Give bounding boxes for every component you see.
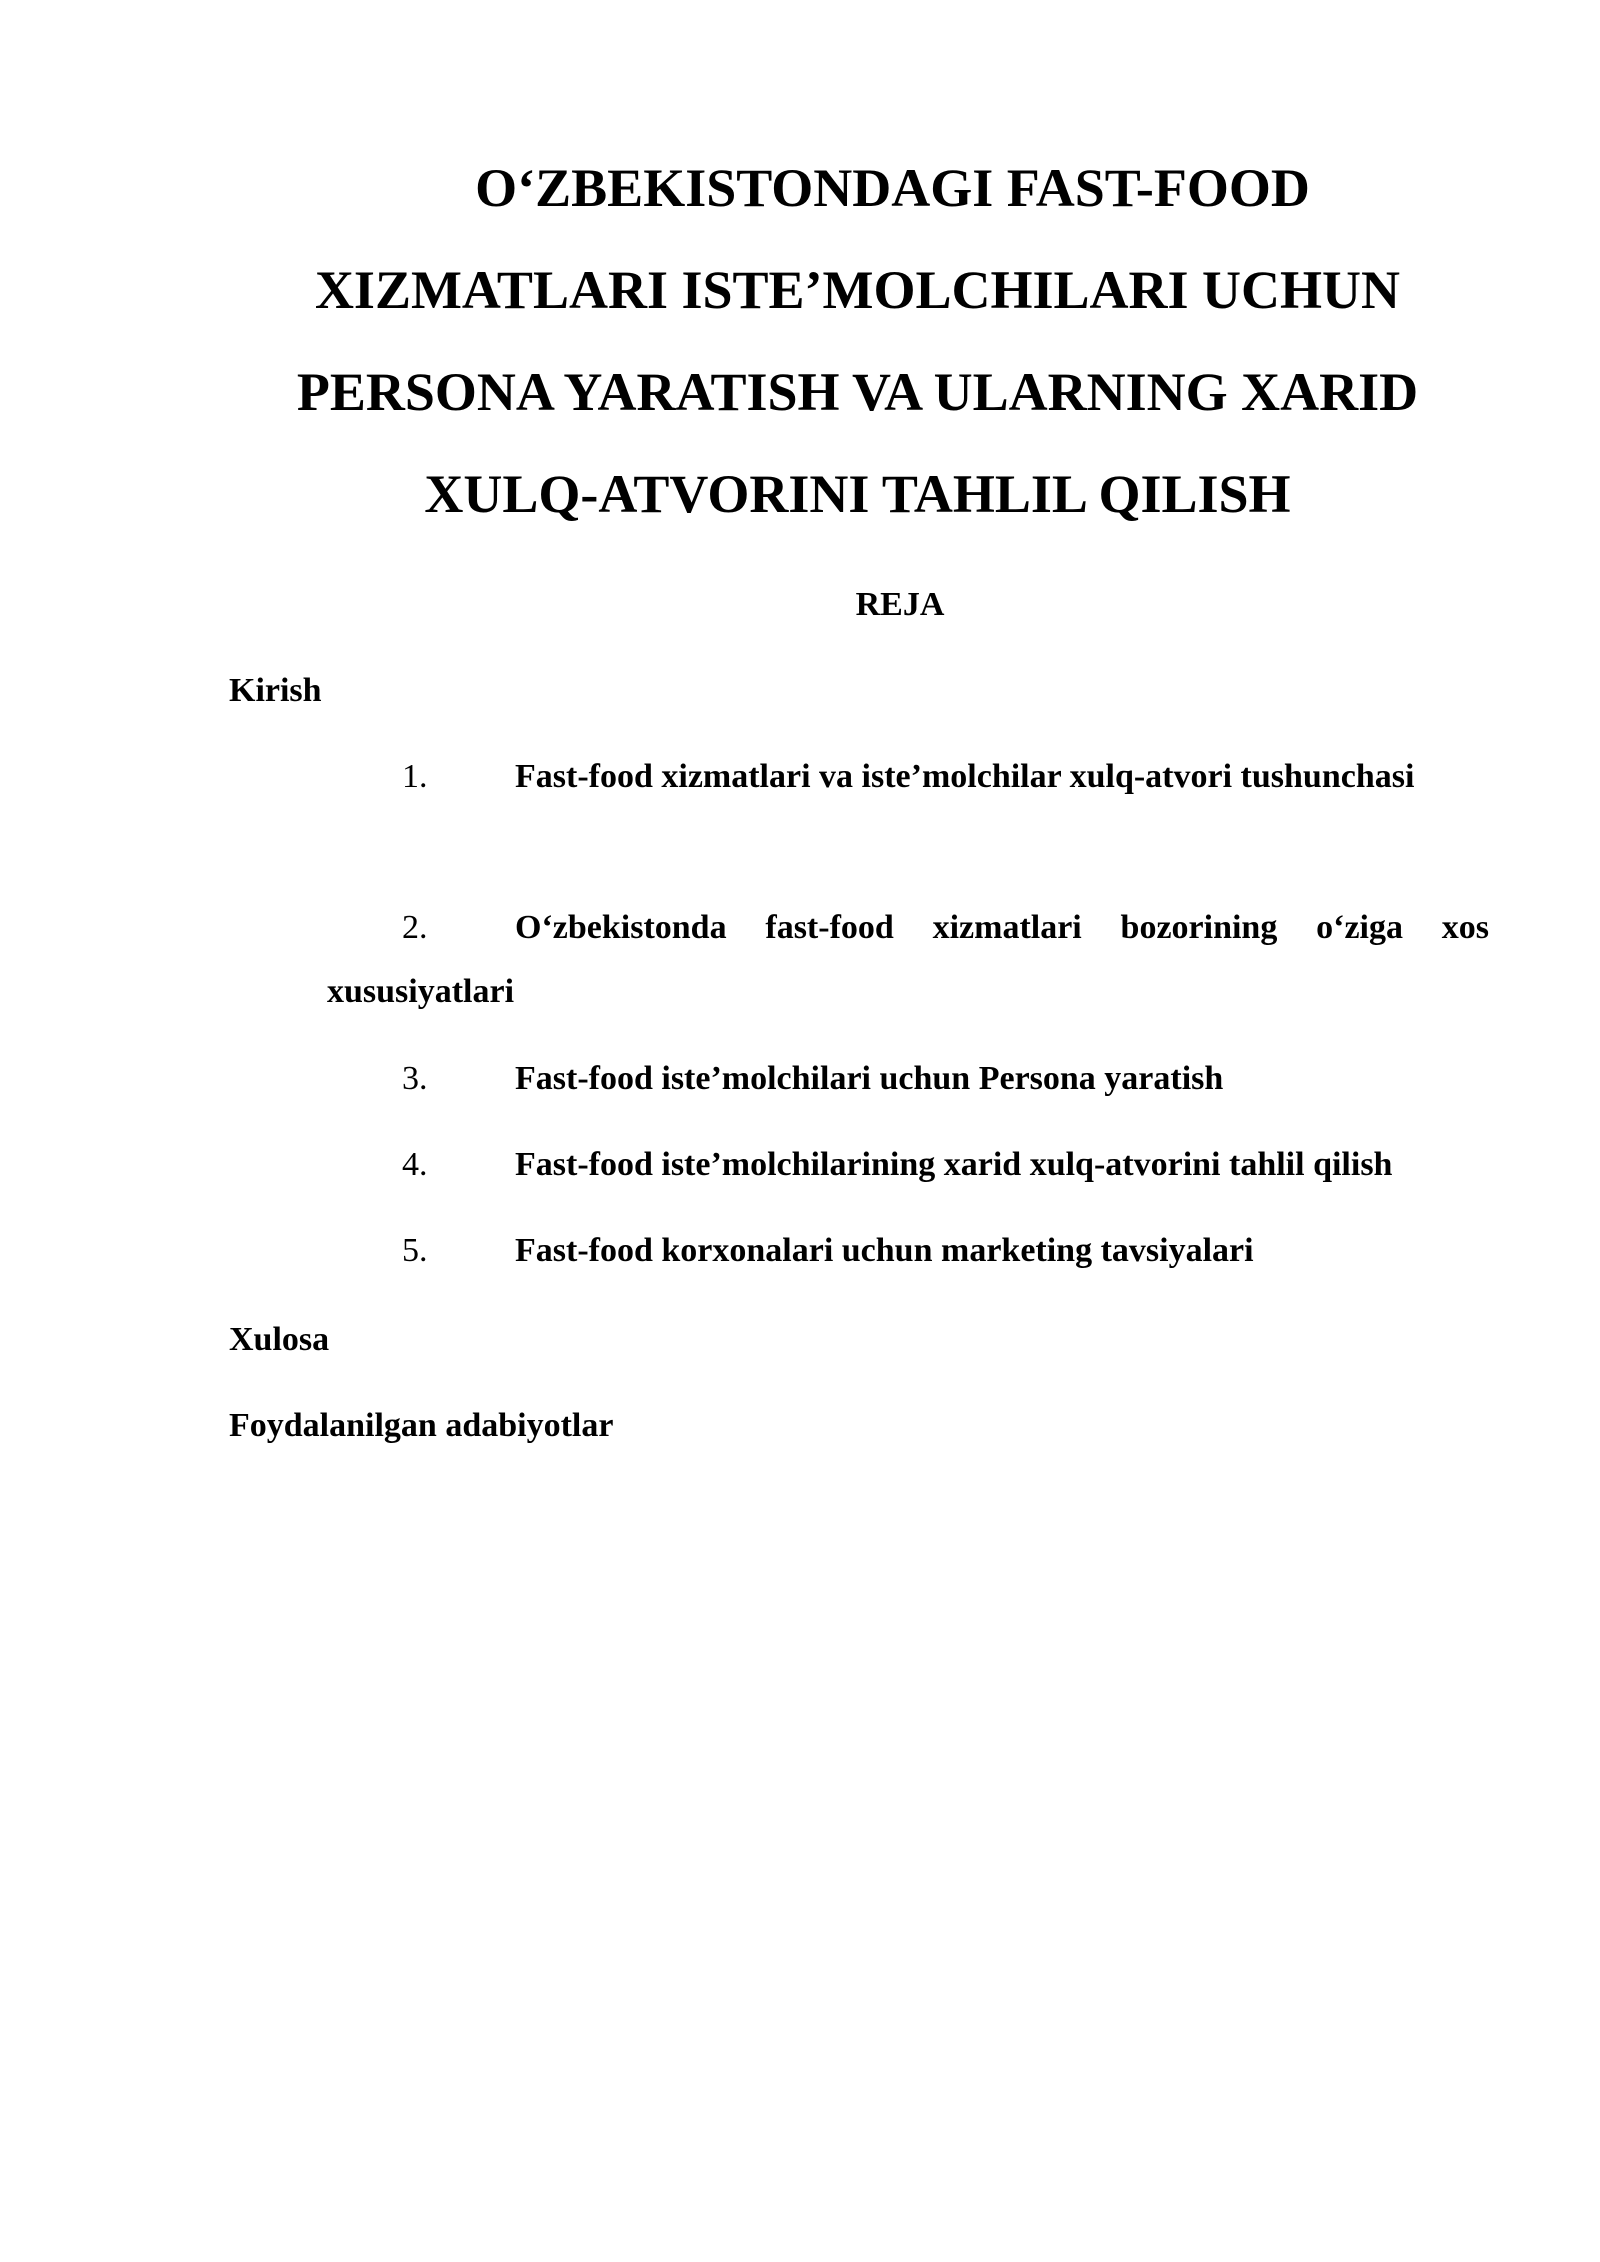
title-line: PERSONA YARATISH VA ULARNING XARID bbox=[296, 362, 1419, 422]
plan-item bbox=[327, 896, 1489, 1024]
plan-item-number: 1. bbox=[402, 758, 428, 795]
title-line: O‘ZBEKISTONDAGI FAST-FOOD bbox=[475, 158, 1310, 218]
plan-item-number: 5. bbox=[402, 1232, 428, 1269]
plan-item-text: Fast-food iste’molchilari uchun Persona yaratish bbox=[515, 1060, 1224, 1097]
plan-item bbox=[327, 745, 1489, 809]
plan-item-number: 2. bbox=[402, 909, 428, 946]
intro-heading: Kirish bbox=[229, 672, 322, 709]
references-heading: Foydalanilgan adabiyotlar bbox=[229, 1407, 614, 1444]
plan-heading: REJA bbox=[855, 586, 945, 623]
plan-item-text: O‘zbekistonda fast-food xizmatlari bozorining o‘ziga xos xususiyatlari bbox=[327, 909, 1489, 1010]
plan-item-number: 4. bbox=[402, 1146, 428, 1183]
title-line: XULQ-ATVORINI TAHLIL QILISH bbox=[424, 464, 1291, 524]
plan-item-text: Fast-food korxonalari uchun marketing tavsiyalari bbox=[515, 1232, 1254, 1269]
title-line: XIZMATLARI ISTE’MOLCHILARI UCHUN bbox=[314, 260, 1401, 320]
document-title bbox=[220, 137, 1495, 545]
plan-item-text: Fast-food iste’molchilarining xarid xulq-atvorini tahlil qilish bbox=[515, 1146, 1393, 1183]
plan-item-text: Fast-food xizmatlari va iste’molchilar xulq-atvori tushunchasi bbox=[515, 758, 1415, 795]
plan-item bbox=[327, 1047, 1489, 1111]
conclusion-heading: Xulosa bbox=[229, 1321, 330, 1358]
plan-item-number: 3. bbox=[402, 1060, 428, 1097]
plan-item bbox=[327, 1133, 1489, 1197]
plan-item bbox=[327, 1219, 1489, 1283]
